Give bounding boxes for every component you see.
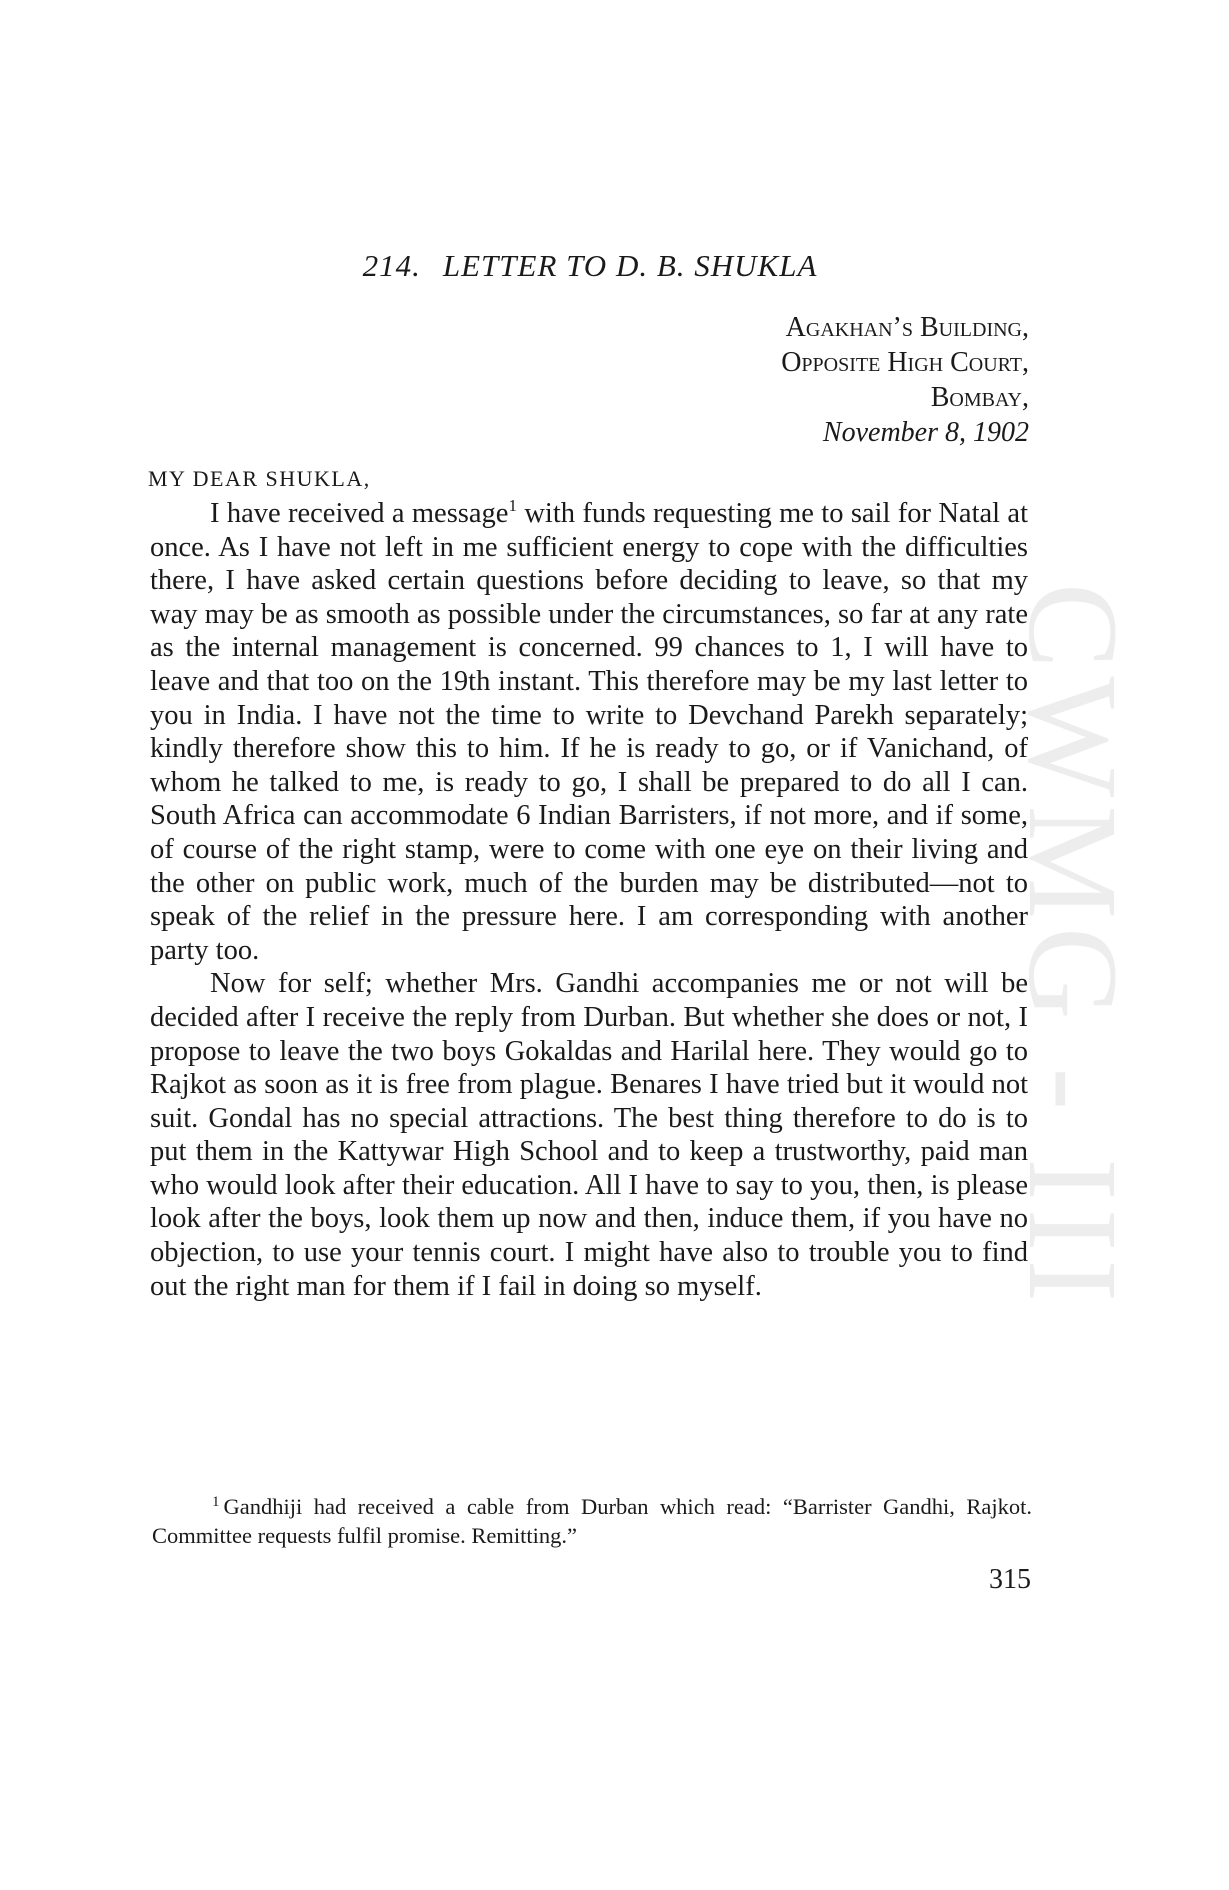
watermark-text: CWMG - III — [1001, 582, 1144, 1310]
paragraph-2: Now for self; whether Mrs. Gandhi accompanies me or not will be decided after I receive the reply from Durban. But whether she does or not, I propose to leave the two boys Gokaldas and Harilal here. They would go to Rajkot as soon as it is free from plague. Benares I have tried but it would not suit. Gondal has no special attractions. The best thing therefore to do is to put them in the Kattywar High School and to keep a trustworthy, paid man who would look after their education. All I have to say to you, then, is please look after the boys, look them up now and then, induce them, if you have no objection, to use your tennis court. I might have also to trouble you to find out the right man for them if I fail in doing so myself. — [150, 968, 1028, 1302]
watermark — [1001, 536, 1144, 1356]
letter-body — [150, 497, 1028, 1303]
address-line-1: Agakhan’s Building, — [785, 312, 1029, 343]
address-line-2: Opposite High Court, — [781, 347, 1029, 378]
footnote-paragraph — [152, 1492, 1032, 1550]
sender-address — [781, 310, 1029, 450]
footnote-text: Gandhiji had received a cable from Durban which read: “Barrister Gandhi, Rajkot. Committee requests fulfil promise. Remitting.” — [152, 1494, 1032, 1548]
paragraph-1-start: I have received a message — [210, 498, 509, 529]
paragraph-1 — [150, 497, 1028, 967]
page-number: 315 — [989, 1564, 1031, 1595]
salutation: MY DEAR SHUKLA, — [148, 466, 371, 491]
footnote-reference: 1 — [508, 496, 517, 515]
letter-date: November 8, 1902 — [822, 417, 1029, 448]
address-line-3: Bombay, — [930, 382, 1029, 413]
letter-number: 214. — [362, 248, 421, 283]
footnote-marker: 1 — [212, 1494, 220, 1510]
paragraph-1-rest: with funds requesting me to sail for Natal at once. As I have not left in me sufficient energy to cope with the difficulties there, I have asked certain questions before deciding to leave, so that my way may be as smooth as possible under the circumstances, so far at any rate as the internal management is concerned. 99 chances to 1, I will have to leave and that too on the 19th instant. This therefore may be my last letter to you in India. I have not the time to write to Devchand Parekh separately; kindly therefore show this to him. If he is ready to go, or if Vanichand, of whom he talked to me, is ready to go, I shall be prepared to do all I can. South Africa can accommodate 6 Indian Barristers, if not more, and if some, of course of the right stamp, were to come with one eye on their living and the other on public work, much of the burden may be distributed—not to speak of the relief in the pressure here. I am corresponding with another party too. — [150, 498, 1028, 966]
letter-title: LETTER TO D. B. SHUKLA — [442, 248, 818, 283]
letter-heading — [150, 248, 1030, 284]
footnote — [152, 1492, 1032, 1550]
